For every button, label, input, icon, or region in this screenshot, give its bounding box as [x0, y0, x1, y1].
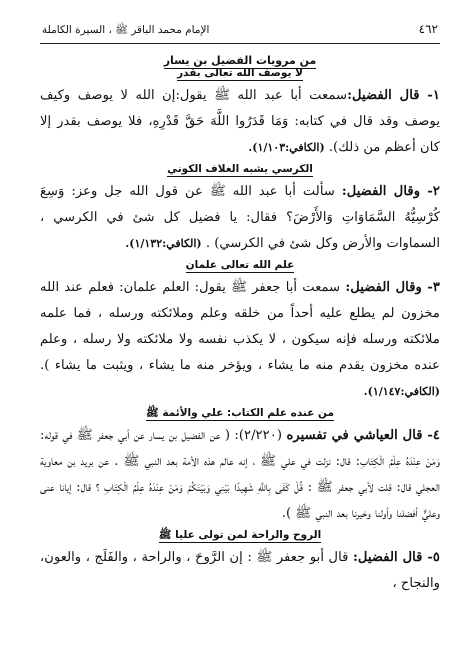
section-title: من عنده علم الكتاب: علي والأئمة ﷺ	[146, 407, 334, 419]
section-title: الروح والراحة لمن تولى عليا ﷺ	[158, 529, 322, 541]
page-header	[40, 22, 440, 44]
narration-text: سمعت أبا عبد الله ﷺ يقول:إن الله لا يوصف وكيف يوصف وقد قال في كتابه: وَمَا قَدَرُوا اللَّهَ حَقَّ قَدْرِهِ، فلا يوصف بقدر إلا كان أعظم من ذلك).	[40, 88, 440, 155]
narration-paragraph	[40, 179, 440, 257]
narration-paragraph	[40, 275, 440, 405]
narration-number: ٢- وقال الفضيل:	[341, 184, 440, 199]
page-number: ٤٦٢	[418, 22, 438, 36]
narration-text: قال أبو جعفر ﷺ : إن الرَّوحَ ، والراحة ، والفَلَج ، والعون، والنجاح ،	[40, 550, 440, 591]
narration-number: ٣- وقال الفضيل:	[345, 280, 440, 295]
narration-reference: (الكافي:١/١٣٢).	[125, 237, 202, 250]
main-title: من مرويات الفضيل بن يسار	[163, 54, 317, 67]
narration-number: ٤- قال العياشي في تفسيره	[286, 428, 440, 443]
narration-text: سمعت أبا جعفر ﷺ يقول: العلم علمان: فعلم عند الله مخزون لم يطلع عليه أحداً من خلقه وعلم وملائكته ورسله ، فما علمه ملائكته ورسله فإنه سيكون ، لا يكذب نفسه ولا ملائكته ولا رسله ، وعلم عنده مخزون يقدم منه ما يشاء ، ويؤخر منه ما يشاء ، ويثبت ما يشاء ).	[40, 280, 440, 373]
section-title: لا يوصف الله تعالى بقدر	[177, 67, 303, 79]
section-title: الكرسي يشبه الغلاف الكوني	[167, 163, 313, 175]
section-title: علم الله تعالى علمان	[185, 259, 295, 271]
narration-paragraph	[40, 423, 440, 527]
narration-reference: (الكافي:١/١٠٣).	[248, 141, 325, 154]
narration-number: ١- قال الفضيل:	[347, 88, 440, 103]
narration-number: ٥- قال الفضيل:	[353, 550, 440, 565]
narration-reference: (الكافي:١/١٤٧).	[363, 385, 440, 398]
narration-text: سألت أبا عبد الله ﷺ عن قول الله جل وعز: وَسِعَ كُرْسِيُّهُ السَّمَاوَاتِ وَالأَرْضَ؟ فقال: يا فضيل كل شئ في الكرسي ، السماوات والأرض وكل شئ في الكرسي) .	[40, 184, 440, 251]
narration-text: (٢/٢٢٠): ( عن الفضيل بن يسار عن أبي جعفر ﷺ في قوله: وَمَنْ عِنْدَهُ عِلْمُ الْكِتَابِ: قال: نزلت في علي ﷺ ، إنه عالم هذه الأمة بعد النبي ﷺ . عن بريد بن معاوية العجلي قال: قلت لأبي جعفر ﷺ : قُلْ كَفَى بِاللَّهِ شَهِيدًا بَيْنِي وَبَيْنَكُمْ وَمَنْ عِنْدَهُ عِلْمُ الْكِتَابِ ؟ قال: إيانا عنى وعليٌّ أفضلنا وأولنا وخيرنا بعد النبي ﷺ ).	[40, 428, 440, 521]
narration-paragraph	[40, 83, 440, 161]
narration-paragraph	[40, 545, 440, 597]
running-title: الإمام محمد الباقر ﷺ ، السيرة الكاملة	[42, 24, 210, 36]
book-page	[40, 22, 440, 652]
